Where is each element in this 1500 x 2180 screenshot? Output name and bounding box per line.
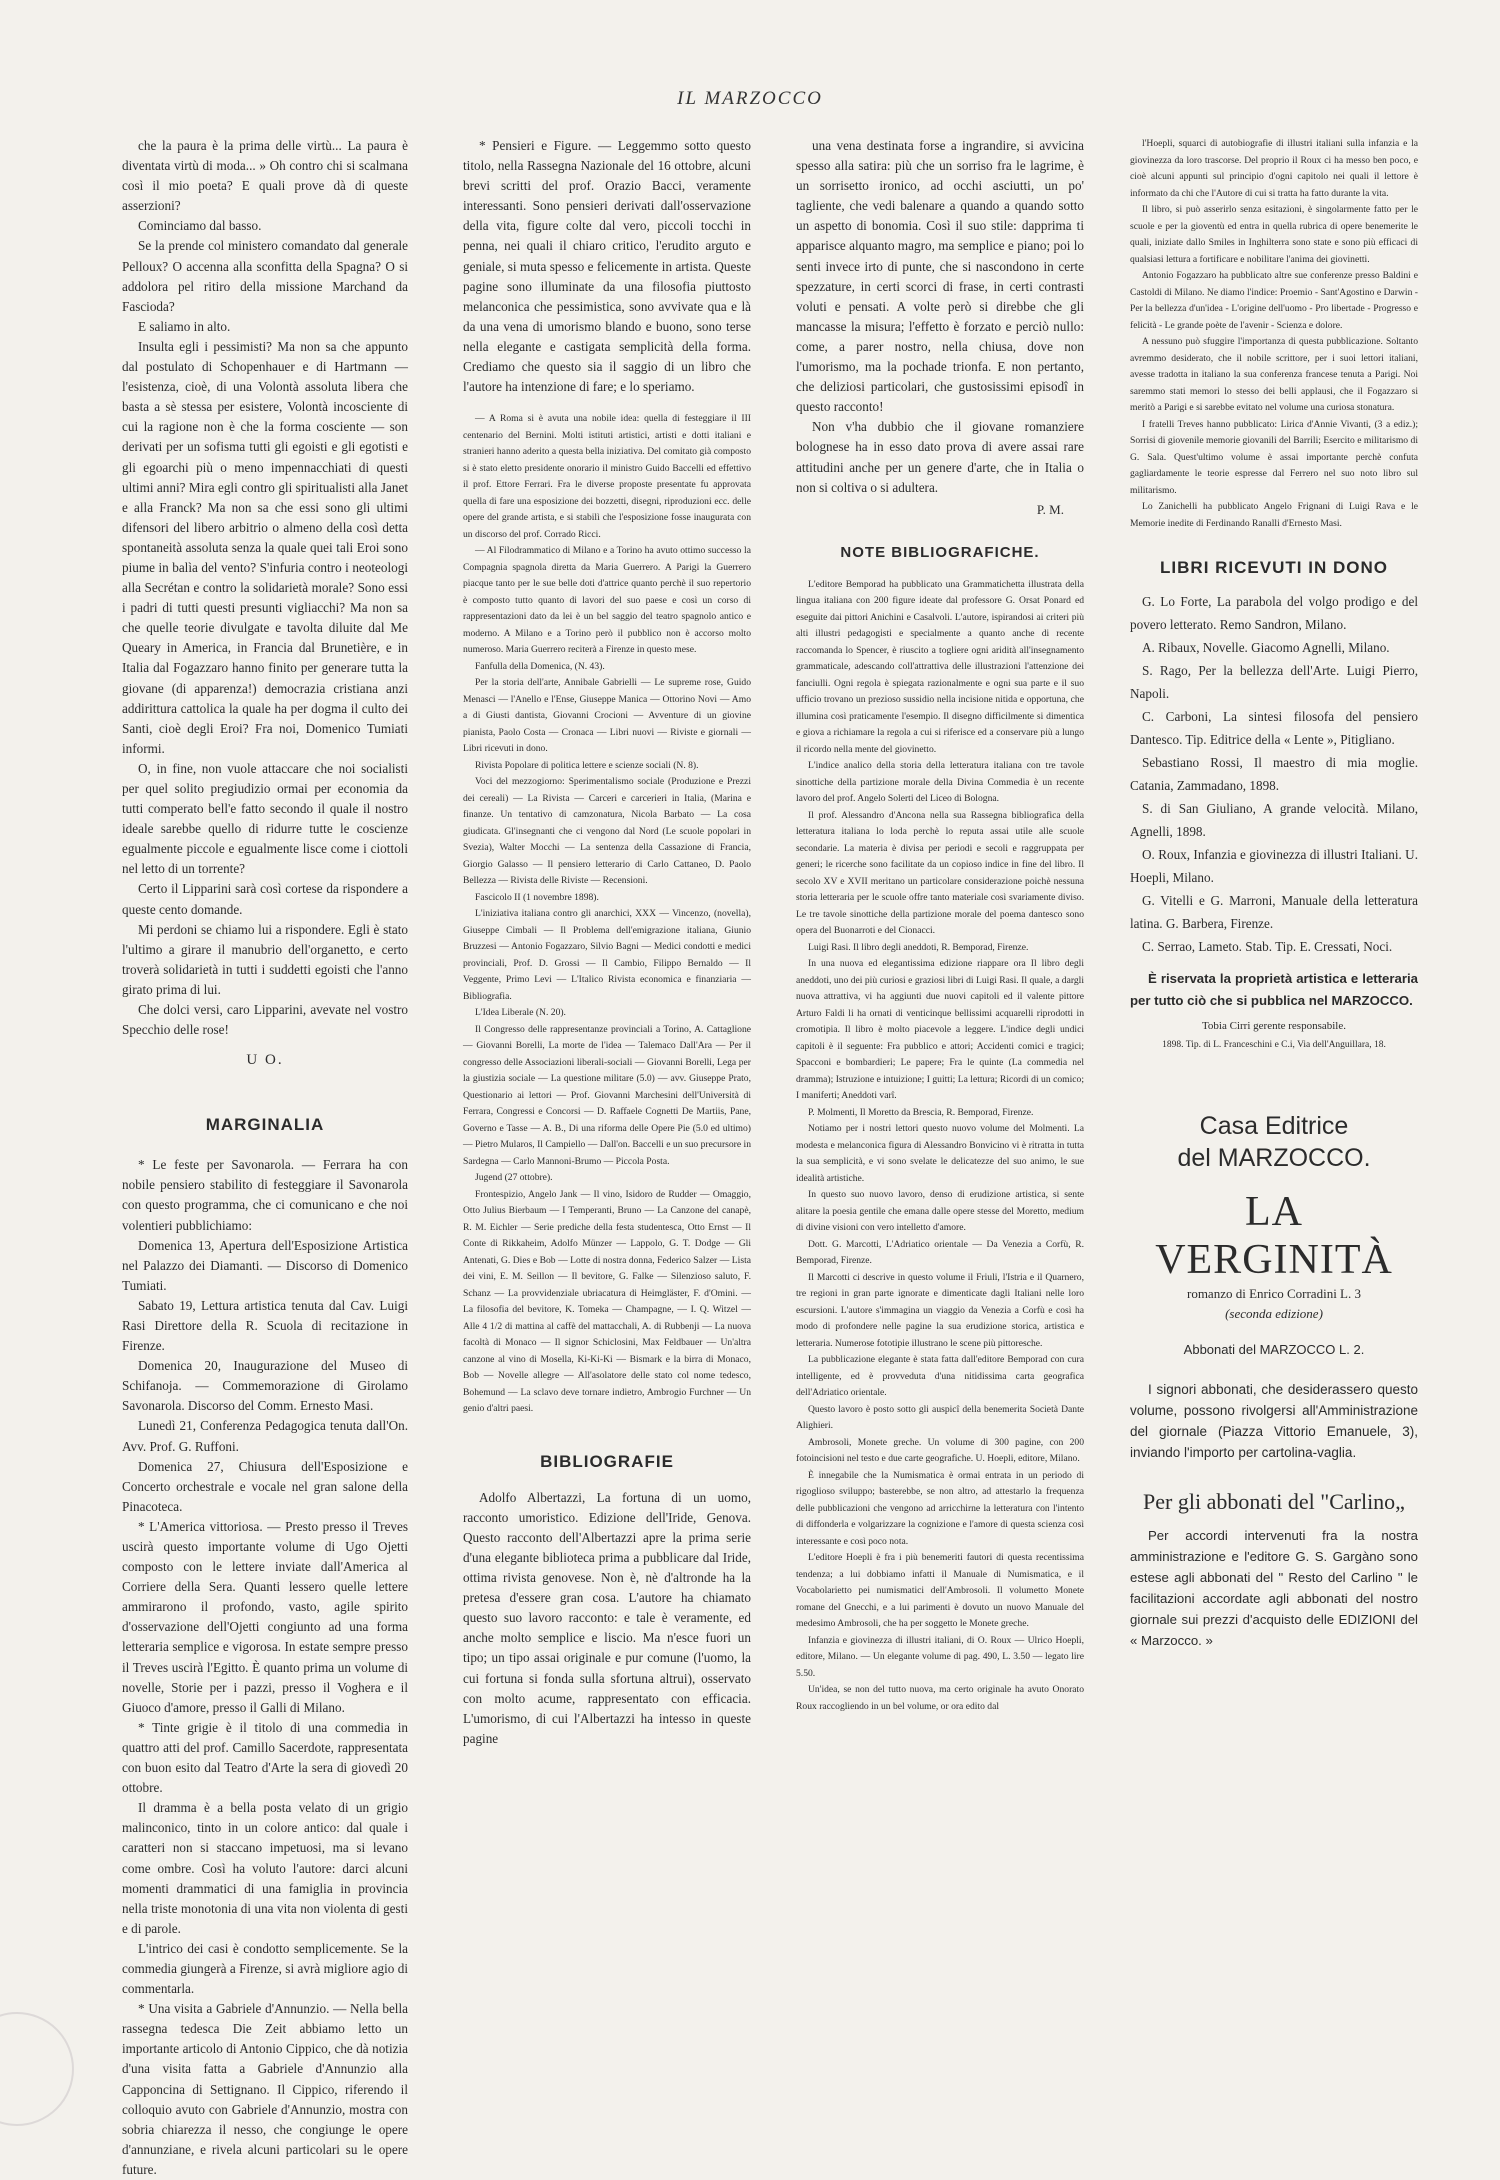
small-paragraph: Il Congresso delle rappresentanze provinciali a Torino, A. Cattaglione — Giovanni Borelli, La morte de l'idea — Talemaco Dall'Ara — Per il congresso delle Associazioni liberali-sociali — Giovanni Borelli, Lega per la giustizia sociale — La questione militare (5.0) — avv. Giuseppe Prato, Questionario ai lettori — Prof. Giovanni Marchesini dell'Università di Ferrara, Congressi e Concorsi — D. Raffaele Cognetti De Martiis, Pane, Governo e Tasse — A. B., Di una riforma delle Opere Pie (5.0 ed ultimo) — Pietro Mularos, Il Campiello — Dall'on. Baccelli e un suo precursore in Sardegna — Carlo Mannoni-Brumo — Piccola Posta. <box>463 1023 751 1167</box>
small-paragraph: Ambrosoli, Monete greche. Un volume di 300 pagine, con 200 fotoincisioni nel testo e due carte geografiche. U. Hoepli, editore, Milano. <box>796 1436 1084 1465</box>
pensieri-article <box>463 136 751 397</box>
bibliografie-continuation <box>796 136 1084 498</box>
column-2 <box>463 136 751 2066</box>
small-paragraph: Il prof. Alessandro d'Ancona nella sua Rassegna bibliografica della letteratura italiana lo loda perchè lo reputa assai utile alle scuole secondarie. La materia è divisa per periodi e secoli e raggruppata per generi; le ricerche sono facilitate da un copioso indice in fine del libro. Il secolo XV e XVII meritano un particolare considerazione poichè nessuna storia letteraria per le scuole offre tanto materiale così svariamente diviso. Le tre tavole sinottiche della partizione morale del poema dantesco sono opera del Buonarroti e del Cionacci. <box>796 809 1084 937</box>
paragraph: Se la prende col ministero comandato dal generale Pelloux? O accenna alla sconfitta della Spagna? O si addolora pel ritiro della missione Marchand da Fascioda? <box>122 238 408 314</box>
small-paragraph: Un'idea, se non del tutto nuova, ma certo originale ha avuto Onorato Roux raccogliendo in un bel volume, or ora edito dal <box>796 1684 1084 1712</box>
small-paragraph: Frontespizio, Angelo Jank — Il vino, Isidoro de Rudder — Omaggio, Otto Julius Bierbaum — I Temperanti, Bruno — La Canzone del canapè, R. M. Eichler — Serie prediche della festa studentesca, Otto Ernst — Il Conte di Rikkaheim, Adolfo Münzer — Lappolo, G. T. Dodge — Gli Antenati, G. Dies e Bob — Lotte di nostra donna, Federico Salzer — Lista dei vini, E. M. Seillon — Il bevitore, G. Falke — Silenzioso saluto, F. Schanz — La provvidenziale ubriacatura di Heimgläster, F. d'Omini. — La filosofia del bevitore, K. Tomeka — Champagne, — I. Q. Witzel — Alle 4 1/2 di mattina al caffè del mattacchali, A. di Rubbenji — La nuova facoltà di Monaco — Il signor Schiclosini, Max Feldbauer — Un'altra canzone al vino di Mosella, Ki-Ki-Ki — Bismark e la birra di Monaco, Bob — Novelle allegre — All'asolatore delle stato col nome tedesco, Bohemund — La sclavo deve tornare indietro, Ambrogio Furchner — Un genio d'altri paesi. <box>463 1188 751 1415</box>
paragraph: * Una visita a Gabriele d'Annunzio. — Nella bella rassegna tedesca Die Zeit abbiamo letto un importante articolo di Antonio Cippico, che dà notizia d'una visita fatta a Gabriele d'Annunzio alla Capponcina di Settignano. Il Cippico, riferendo il colloquio avuto con Gabriele d'Annunzio, mostra con sobria chiarezza il nesso, che congiunge le opere d'annunziane, e rivela alcuni particolari su le opere future. <box>122 2001 408 2177</box>
paragraph: * L'America vittoriosa. — Presto presso il Treves uscirà questo importante volume di Ugo Ojetti composto con le lettere inviate dall'America al Corriere della Sera. Quanti lessero quelle lettere ammirarono il profondo, vasto, agile spirito d'osservazione dell'Ojetti congiunto ad una forma letteraria semplice e vigorosa. In estate sempre presso il Treves uscirà l'Egitto. È quanto prima un volume di novelle, Storie per i pazzi, presso il Voghera e il Giuoco d'amore, presso il Galli di Milano. <box>122 1518 408 1715</box>
bibliografie-body <box>463 1488 751 1749</box>
small-paragraph: Il libro, si può asserirlo senza esitazioni, è singolarmente fatto per le scuole e per la gioventù ed entra in quella rubrica di opere benemerite le quali, iniziate dallo Smiles in Inghilterra sono state e sono più efficaci di qualsiasi lettura a fortificare e nobilitare l'anima dei giovinetti. <box>1130 204 1418 265</box>
small-paragraph: È innegabile che la Numismatica è ormai entrata in un periodo di rigoglioso sviluppo; basterebbe, se non altro, ad attestarlo la frequenza delle pubblicazioni che vengono ad arricchirne la letteratura con l'intento di diffonderla e volgarizzare la cognizione e l'amore di questa scienza così interessante e così poco nota. <box>796 1469 1084 1547</box>
notes-continuation <box>1130 136 1418 532</box>
ad-publisher-line-1: Casa Editrice <box>1199 1112 1349 1140</box>
small-paragraph: — A Roma si è avuta una nobile idea: quella di festeggiare il III centenario del Bernini. Molti istituti artistici, artisti e dotti italiani e stranieri hanno aderito a questa bella iniziativa. Del comitato già composto si è stato eletto presidente onorario il ministro Guido Baccelli ed effettivo il prof. Ettore Ferrari. Fra le diverse proposte presentate fu approvata quella di fare una esposizione dei bozzetti, disegni, riproduzioni ecc. delle opere del grande artista, e si stabilì che l'esposizione fosse inaugurata con un discorso del prof. Corrado Ricci. <box>463 413 751 540</box>
small-paragraph: Fascicolo II (1 novembre 1898). <box>475 891 599 903</box>
paragraph: Che dolci versi, caro Lipparini, avevate nel vostro Specchio delle rose! <box>122 1002 408 1038</box>
small-paragraph: L'iniziativa italiana contro gli anarchici, XXX — Vincenzo, (novella), Giuseppe Cimbali — Il Problema dell'emigrazione italiana, Giunio Bruzzesi — Antonio Fogazzaro, Silvio Bagni — Medici condotti e medici provinciali, Prof. D. Grossi — Il Cambio, Filippo Bernaldo — Il Veggente, Primo Levi — L'Italico Rivista economica e finanziaria — Bibliografia. <box>463 908 751 1002</box>
book-entry: O. Roux, Infanzia e giovinezza di illustri Italiani. U. Hoepli, Milano. <box>1130 847 1418 885</box>
small-paragraph: L'editore Bemporad ha pubblicato una Grammatichetta illustrata della lingua italiana con 200 figure ideate dal professore G. Orsat Ponard ed eseguite dai pittori Anichini e Casalvoli. L'autore, ispirandosi ai criteri più alti illustri pedagogisti e specialmente a quanto anche di recente raccomanda lo Spencer, è riuscito a togliere ogni aridità all'insegnamento grammaticale, adescando coll'attrattiva delle illustrazioni l'attenzione dei fanciulli. Ogni regola è spiegata razionalmente e ogni sua parte e il suo ufficio trovano un prezioso sussidio nella incisione nitida e opportuna, che illumina così praticamente l'esempio. Il disegno difficilmente si dimentica e giova a richiamare la regola a cui si riferisce ed a conservare più a lungo il ricordo nella mente del giovinetto. <box>796 578 1084 755</box>
small-paragraph: Per la storia dell'arte, Annibale Gabrielli — Le supreme rose, Guido Menasci — l'Anello e l'Ense, Giuseppe Manica — Ottorino Novi — Amo a di Giusti dantista, Giovanni Crocioni — Avventure di un giovine pianista, Paolo Costa — Cronaca — Libri nuovi — Riviste e giornali — Libri ricevuti in dono. <box>463 677 751 755</box>
paragraph: Domenica 20, Inaugurazione del Museo di Schifanoja. — Commemorazione di Girolamo Savonarola. Discorso del Comm. Ernesto Masi. <box>122 1358 408 1414</box>
manager-line: Tobia Cirri gerente responsabile. <box>1201 1020 1346 1032</box>
column-3 <box>796 136 1084 2066</box>
small-paragraph: In una nuova ed elegantissima edizione riappare ora Il libro degli aneddoti, uno dei più curiosi e graziosi libri di Luigi Rasi. Il quale, a dargli nuova attrattiva, vi ha aggiunti due nuovi capitoli ed il valente pittore Arturo Faldi li ha ornati di venticinque bellissimi acquarelli riprodotti in cromotipia. Il libro è molto piacevole a leggere. L'indice degli undici capitoli è il seguente: Fra pubblico e attori; Accidenti comici e tragici; Spacconi e bombardieri; Le papere; Fra le quinte (La commedia nel dramma); Istruzione e intuizione; I guitti; La lettura; Ricordi di un comico; I maniferti; Aneddoti varî. <box>796 958 1084 1102</box>
ad-book-title: LA VERGINITÀ <box>1155 1189 1393 1283</box>
paragraph: che la paura è la prima delle virtù... La paura è diventata virtù di moda... » Oh contro chi si scalmana così il mio poeta? E quali prove dà di queste asserzioni? <box>122 138 408 214</box>
marginalia-body <box>122 1155 408 2180</box>
small-paragraph: In questo suo nuovo lavoro, denso di erudizione artistica, si sente alitare la poesia gentile che emana dalle opere stesse del Moretto, medium di divine visioni con vero intelletto d'amore. <box>796 1189 1084 1234</box>
paragraph: * Tinte grigie è il titolo di una commedia in quattro atti del prof. Camillo Sacerdote, rappresentata con buon esito dal Teatro d'Arte la sera di giovedì 20 ottobre. <box>122 1719 408 1796</box>
book-entry: S. Rago, Per la bellezza dell'Arte. Luigi Pierro, Napoli. <box>1130 663 1418 701</box>
paragraph: Cominciamo dal basso. <box>138 218 262 234</box>
small-paragraph: Questo lavoro è posto sotto gli auspicî della benemerita Società Dante Alighieri. <box>796 1403 1084 1432</box>
paragraph: Mi perdoni se chiamo lui a rispondere. Egli è stato l'ultimo a girare il manubrio dell'organetto, e certo troverà solidarietà in tutti i suddetti egoisti che l'anno girato prima di lui. <box>122 921 408 997</box>
column-4 <box>1130 136 1418 2066</box>
small-paragraph: Voci del mezzogiorno: Sperimentalismo sociale (Produzione e Prezzi dei cereali) — La Rivista — Carceri e carcerieri in Italia, (Marina e finanze. Un tentativo di camzonatura, Nicola Barbato — La cosa giudicata. Gl'insegnanti che ci vengono dal Nord (Le scuole popolari in Svezia), Walter Mocchi — La sentenza della Cassazione di Francia, Giorgio Galasso — Il pensiero letterario di Carlo Cattaneo, D. Paolo Bellezza — Rivista delle Riviste — Recensioni. <box>463 776 751 887</box>
ad-carlino-title: Per gli abbonati del "Carlino„ <box>1143 1489 1405 1514</box>
small-paragraph: Jugend (27 ottobre). <box>475 1172 553 1184</box>
book-entry: S. di San Giuliano, A grande velocità. Milano, Agnelli, 1898. <box>1130 801 1418 839</box>
paragraph: Sabato 19, Lettura artistica tenuta dal Cav. Luigi Rasi Direttore della R. Scuola di recitazione in Firenze. <box>122 1297 408 1354</box>
small-paragraph: Il Marcotti ci descrive in questo volume il Friuli, l'Istria e il Quarnero, tre regioni in gran parte ignorate e dimenticate dagli Italiani nelle loro escursioni. L'autore s'immagina un viaggio da Venezia a Corfù e così ha modo di profondere nelle pagine la sua erudizione storica, artistica e letteraria. Numerose fototipie illustrano le scene più pittoresche. <box>796 1271 1084 1349</box>
ad-publisher-line-2: del MARZOCCO. <box>1177 1144 1371 1172</box>
book-entry: Sebastiano Rossi, Il maestro di mia moglie. Catania, Zammadano, 1898. <box>1130 755 1418 793</box>
paragraph: Domenica 27, Chiusura dell'Esposizione e Concerto orchestrale e vocale nel gran salone della Pinacoteca. <box>122 1458 408 1514</box>
paragraph: * Le feste per Savonarola. — Ferrara ha con nobile pensiero stabilito di festeggiare il Savonarola con questo programma, che ci comunicano e che noi volentieri pubblichiamo: <box>122 1157 408 1233</box>
note-bibliografiche-body <box>796 577 1084 1716</box>
paragraph: * Pensieri e Figure. — Leggemmo sotto questo titolo, nella Rassegna Nazionale del 16 ottobre, alcuni brevi scritti del prof. Orazio Bacci, veramente interessanti. Sono pensieri derivati dall'osservazione della vita, figure colte dal vero, piccoli tocchi in penna, nei quali il chiaro critico, l'erudito arguto e geniale, si muta spesso e felicemente in artista. Queste pagine sono illuminate da una filosofia piuttosto melanconica che pessimistica, sono avvivate qua e là da una vena di umorismo blando e buono, sono terse nella elegante e castigata semplicità della forma. Crediamo che questo sia il saggio di un libro che l'autore ha intenzione di fare; e lo speriamo. <box>463 138 751 395</box>
small-paragraph: Fanfulla della Domenica, (N. 43). <box>475 660 605 672</box>
column-1 <box>122 136 408 2177</box>
ad-subscriber-note: I signori abbonati, che desiderassero questo volume, possono rivolgersi all'Amministrazione del giornale (Piazza Vittorio Emanuele, 3), inviando l'importo per cartolina-vaglia. <box>1130 1382 1418 1460</box>
small-paragraph: l'Hoepli, squarci di autobiografie di illustri italiani sulla infanzia e la giovinezza da loro trascorse. Del proprio il Roux ci ha messo ben poco, e cioè alcuni appunti sul principio d'ogni capitolo nei quali il lettore è informato da chi che l'Autore di cui si tratta ha fatto durante la vita. <box>1130 138 1418 199</box>
small-paragraph: La pubblicazione elegante è stata fatta dall'editore Bemporad con cura intelligente, ed è provveduta d'una nitidissima carta geografica dell'Adriatico orientale. <box>796 1354 1084 1399</box>
paragraph: Certo il Lipparini sarà così cortese da rispondere a queste cento domande. <box>122 881 408 917</box>
small-paragraph: Dott. G. Marcotti, L'Adriatico orientale — Da Venezia a Corfù, R. Bemporad, Firenze. <box>796 1238 1084 1267</box>
small-paragraph: — Al Filodrammatico di Milano e a Torino ha avuto ottimo successo la Compagnia spagnola diretta da Maria Guerrero. A Parigi la Guerrero piacque tanto per le sue belle doti d'attrice quanto perchè il suo repertorio è composto tutto quanto di lavori del suo paese e così un corso di rappresentazioni dato da lei è un bel saggio del teatro spagnolo antico e moderno. A Milano e a Torino però il pubblico non è accorso molto numeroso. Maria Guerrero reciterà a Firenze in questo mese. <box>463 545 751 656</box>
paragraph: Adolfo Albertazzi, La fortuna di un uomo, racconto umoristico. Edizione dell'Iride, Genova. Questo racconto dell'Albertazzi apre la prima serie d'una elegante biblioteca prima a pubblicare dal Iride, ottima rivista genovese. Non è, nè d'altronde ha la pretesa d'essere gran cosa. L'autore ha chiamato questo suo lavoro racconto: e tale è veramente, ed anche molto semplice e liscio. Ma n'esce fuori un tipo; un tipo assai originale e pur comune (l'uomo, la cui fortuna si fonda sulla sfortuna altrui), osservato con molto acume, rappresentato con efficacia. L'umorismo, di cui l'Albertazzi ha intesso in queste pagine <box>463 1489 751 1746</box>
small-paragraph: I fratelli Treves hanno pubblicato: Lirica d'Annie Vivanti, (3 a ediz.); Sorrisi di giovenile memorie giovanili del Barrili; Esercito e militarismo di G. Sala. Quest'ultimo volume è assai importante perchè confuta gagliardamente le teorie espresse dal Ferrero nel suo noto libro sul militarismo. <box>1130 418 1418 496</box>
ad-book-edition: (seconda edizione) <box>1225 1306 1323 1321</box>
small-paragraph: Luigi Rasi. Il libro degli aneddoti, R. Bemporad, Firenze. <box>808 941 1029 953</box>
section-title-marginalia: MARGINALIA <box>205 1115 325 1135</box>
book-entry: C. Serrao, Lameto. Stab. Tip. E. Cressati, Noci. <box>1142 939 1393 954</box>
ad-subscriber-price: Abbonati del MARZOCCO L. 2. <box>1183 1342 1365 1357</box>
newspaper-header: IL MARZOCCO <box>677 88 823 109</box>
section-title-libri-ricevuti: LIBRI RICEVUTI IN DONO <box>1160 558 1388 577</box>
section-title-bibliografie: BIBLIOGRAFIE <box>540 1451 674 1471</box>
small-paragraph: Notiamo per i nostri lettori questo nuovo volume del Molmenti. La modesta e melanconica figura di Alessandro Bonvicino vi è ritratta in tutta la sua semplicità, e vi sono svelate le delicatezze del suo animo, le sue idealità artistiche. <box>796 1123 1084 1184</box>
book-entry: A. Ribaux, Novelle. Giacomo Agnelli, Milano. <box>1142 640 1390 655</box>
paragraph: L'intrico dei casi è condotto semplicemente. Se la commedia giungerà a Firenze, si avrà migliore agio di commentarla. <box>122 1940 408 1997</box>
small-paragraph: L'indice analico della storia della letteratura italiana con tre tavole sinottiche della partizione morale della Divina Commedia è un recente lavoro del prof. Angelo Solerti del Liceo di Bologna. <box>796 760 1084 805</box>
book-entry: G. Vitelli e G. Marroni, Manuale della letteratura latina. G. Barbera, Firenze. <box>1130 893 1418 931</box>
author-signature: U O. <box>246 1052 284 1069</box>
paragraph: una vena destinata forse a ingrandire, si avvicina spesso alla satira: più che un sorriso fra le lagrime, è un sorrisetto ironico, ad occhi asciutti, un po' tagliente, che vedi balenare a quando a quando sotto un aspetto di bonomia. Così il suo stile: dapprima ti apparisce alquanto magro, ma semplice e piano; poi lo senti invece irto di punte, che si nascondono in certe spezzature, in certi scorci di frase, in certi contrasti voluti e pensati. A volte però si direbbe che gli mancasse la misura; l'effetto è forzato e perciò nullo: come, a parer nostro, nella chiusa, dove non l'umorismo, ma la pochade trionfa. E non pertanto, che deliziosi particolari, che gustosissimi episodî in questo racconto! <box>796 138 1084 415</box>
books-received-list <box>1130 590 1418 958</box>
book-entry: G. Lo Forte, La parabola del volgo prodigo e del povero letterato. Remo Sandron, Milano. <box>1130 594 1418 632</box>
small-paragraph: L'editore Hoepli è fra i più benemeriti fautori di questa recentissima tendenza; a lui dobbiamo infatti il Manuale di Numismatica, e il Vocabolarietto pei numismatici dell'Ambrosoli. Il volumetto Monete romane del Gnecchi, e a lui parimenti è dovuto un nuovo Manuale del medesimo Ambrosoli, che ha per soggetto le Monete greche. <box>796 1552 1084 1630</box>
paragraph: E saliamo in alto. <box>138 318 231 334</box>
small-paragraph: Lo Zanichelli ha pubblicato Angelo Frignani di Luigi Rava e le Memorie inedite di Ferdinando Ranalli d'Ernesto Masi. <box>1130 501 1418 529</box>
small-paragraph: A nessuno può sfuggire l'importanza di questa pubblicazione. Soltanto avremmo desiderato, che il nobile scrittore, per i suoi lettori italiani, avesse tradotta in italiano la sua conferenza francese tenuta a Parigi. Noi saremmo stati memori lo stesso dei belli applausi, che il Fogazzaro si meritò a Parigi e si sarebbe evitato nel volume una curiosa stonatura. <box>1130 336 1418 413</box>
library-stamp-icon <box>0 2012 74 2126</box>
paragraph: Domenica 13, Apertura dell'Esposizione Artistica nel Palazzo dei Diamanti. — Discorso di Domenico Tumiati. <box>122 1237 408 1293</box>
small-paragraph: L'Idea Liberale (N. 20). <box>475 1007 566 1019</box>
small-paragraph: Infanzia e giovinezza di illustri italiani, di O. Roux — Ulrico Hoepli, editore, Milano. — Un elegante volume di pag. 490, L. 3.50 — legato lire 5.50. <box>796 1634 1084 1679</box>
paragraph: Lunedì 21, Conferenza Pedagogica tenuta dall'On. Avv. Prof. G. Ruffoni. <box>122 1418 408 1454</box>
section-title-note-bibliografiche: NOTE BIBLIOGRAFICHE. <box>840 543 1040 561</box>
paragraph: Insulta egli i pessimisti? Ma non sa che appunto dal postulato di Schopenhauer e di Hartmann — l'esistenza, cioè, di una Volontà assoluta libera che basta a sè stessa per esistere, Volontà incosciente di cui la ragione non è che la forma cosciente — son derivati per un sofisma tutti gli egoisti e gli egotisti e gli egoarchi più o meno impennacchiati di questi ultimi anni? Mira egli contro gli spiritualisti alla Janet e alla Franck? Ma non sa che essi sono gli ultimi difensori del libero arbitrio o almeno della così detta spontaneità assoluta senza la quale quei tali Eroi sono piume in balìa del vento? S'infuria contro i neoteologi alla Secrétan e contro la solidarietà morale? Sono essi i padri di tutti questi presunti vigliacchi? Ma non sa che quelle teorie divulgate e tavolta diluite dal Me Queary in America, in Francia dal Brunetière, e in Italia dal Fogazzaro hanno finito per generare tutta la giovane (di apparenza!) democrazia cristiana anzi addirittura cattolica la quale ha per dogma il culto dei Santi, cioè degli Eroi? Fra noi, Domenico Tumiati informi. <box>122 338 408 756</box>
article-continuation <box>122 136 408 1040</box>
ad-carlino-text: Per accordi intervenuti fra la nostra amministrazione e l'editore G. S. Gargàno sono estese agli abbonati del " Resto del Carlino " le facilitazioni accordate agli abbonati del nostro giornale sui prezzi d'acquisto delle EDIZIONI del « Marzocco. » <box>1130 1528 1418 1648</box>
paragraph: O, in fine, non vuole attaccare che noi socialisti per quel solito pregiudizio ormai per economia da tutti comperato bell'e fatto secondo il quale il nostro ideale sarebbe quello di ridurre tutte le coscienze egualmente piccole e egualmente lisce come i ciottoli nel letto di un torrente? <box>122 760 408 877</box>
small-paragraph: P. Molmenti, Il Moretto da Brescia, R. Bemporad, Firenze. <box>808 1106 1034 1118</box>
paragraph: Il dramma è a bella posta velato di un grigio malinconico, tinto in un colore antico: dal quale i caratteri non si staccano impetuosi, ma si levano come ombre. Così ha voluto l'autore: darci alcuni momenti drammatici di una famiglia in provincia nella triste monotonia di una vita non violenta di gesti e di parole. <box>122 1800 408 1936</box>
author-signature: P. M. <box>1036 501 1064 517</box>
news-and-reviews <box>463 411 751 1418</box>
paragraph: Non v'ha dubbio che il giovane romanziere bolognese ha in esso dato prova di avere assai rare attitudini anche per un genere d'arte, che in Italia o non si coltiva o si adultera. <box>796 419 1084 495</box>
book-entry: C. Carboni, La sintesi filosofa del pensiero Dantesco. Tip. Editrice della « Lente », Pitigliano. <box>1130 709 1418 747</box>
small-paragraph: Rivista Popolare di politica lettere e scienze sociali (N. 8). <box>475 759 699 771</box>
ad-book-author-price: romanzo di Enrico Corradini L. 3 <box>1186 1286 1361 1301</box>
rights-notice: È riservata la proprietà artistica e letteraria per tutto ciò che si pubblica nel MARZOCCO. <box>1130 971 1418 1008</box>
small-paragraph: Antonio Fogazzaro ha pubblicato altre sue conferenze presso Baldini e Castoldi di Milano. Ne diamo l'indice: Proemio - Sant'Agostino e Darwin - Per la bellezza d'un'idea - L'origine dell'uomo - Pro libertade - Progresso e felicità - Le grande poète de l'avenir - Scienza e dolore. <box>1130 270 1418 331</box>
printer-line: 1898. Tip. di L. Franceschini e C.i, Via dell'Anguillara, 18. <box>1162 1040 1386 1050</box>
